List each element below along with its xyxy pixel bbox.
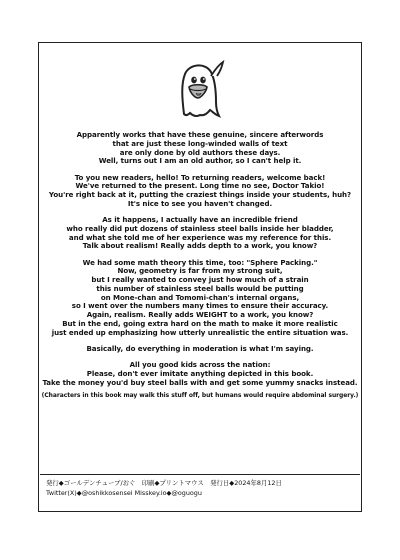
text-line: It's nice to see you haven't changed. (127, 198, 273, 208)
text-line: Talk about realism! Really adds depth to a work, you know? (82, 241, 318, 251)
afterword-paragraph-1 (40, 131, 360, 166)
afterword-paragraph-2 (40, 174, 360, 209)
text-line: Now, geometry is far from my strong suit, (117, 266, 283, 276)
note-line: (Characters in this book may walk this stuff off, but humans would require abdominal surgery.) (41, 391, 359, 399)
afterword-text (40, 131, 360, 400)
colophon (40, 474, 360, 498)
text-line: But in the end, going extra hard on the math to make it more realistic (62, 318, 338, 328)
text-line: Basically, do everything in moderation is what I'm saying. (86, 343, 314, 353)
afterword-paragraph-4 (40, 259, 360, 338)
text-line: Apparently works that have these genuine, sincere afterwords (76, 130, 324, 139)
text-line: We had some math theory this time, too: "Sphere Packing." (82, 257, 318, 267)
text-line: are only done by old authors these days. (119, 147, 281, 157)
text-line: You're right back at it, putting the craziest things inside your students, huh? (48, 190, 352, 199)
text-line: on Mone-chan and Tomomi-chan's internal organs, (100, 292, 300, 302)
text-line: that are just these long-winded walls of text (112, 138, 288, 148)
text-line: just ended up emphasizing how utterly unrealistic the entire situation was. (51, 327, 349, 337)
text-line: so I went over the numbers many times to ensure their accuracy. (71, 301, 329, 311)
colophon-publication-line: 発行◆ゴールデンチューブ/おぐ 印刷◆プリントマウス 発行日◆2024年8月12日 (46, 479, 282, 487)
ghost-mascot-icon (170, 58, 226, 120)
colophon-social-line: Twitter(X)◆@oshikkosensei Misskey.io◆@oguogu (46, 489, 202, 497)
afterword-paragraph-6 (40, 361, 360, 387)
text-line: Please, don't ever imitate anything depicted in this book. (86, 368, 314, 378)
text-line: this number of stainless steel balls would be putting (96, 283, 304, 293)
text-line: Take the money you'd buy steel balls with and get some yummy snacks instead. (42, 377, 358, 387)
text-line: Again, realism. Really adds WEIGHT to a work, you know? (86, 310, 314, 319)
text-line: but I really wanted to convey just how much of a strain (91, 275, 309, 284)
text-line: Well, turns out I am an old author, so I can't help it. (98, 156, 302, 166)
afterword-note (40, 392, 360, 400)
text-line: who really did put dozens of stainless steel balls inside her bladder, (66, 223, 334, 233)
text-line: and what she told me of her experience was my reference for this. (68, 232, 332, 242)
text-line: All you good kids across the nation: (129, 360, 271, 369)
text-line: To you new readers, hello! To returning readers, welcome back! (74, 172, 326, 182)
afterword-paragraph-5 (40, 345, 360, 354)
afterword-paragraph-3 (40, 216, 360, 251)
text-line: We've returned to the present. Long time no see, Doctor Takio! (75, 181, 325, 191)
text-line: As it happens, I actually have an incredible friend (102, 215, 298, 224)
